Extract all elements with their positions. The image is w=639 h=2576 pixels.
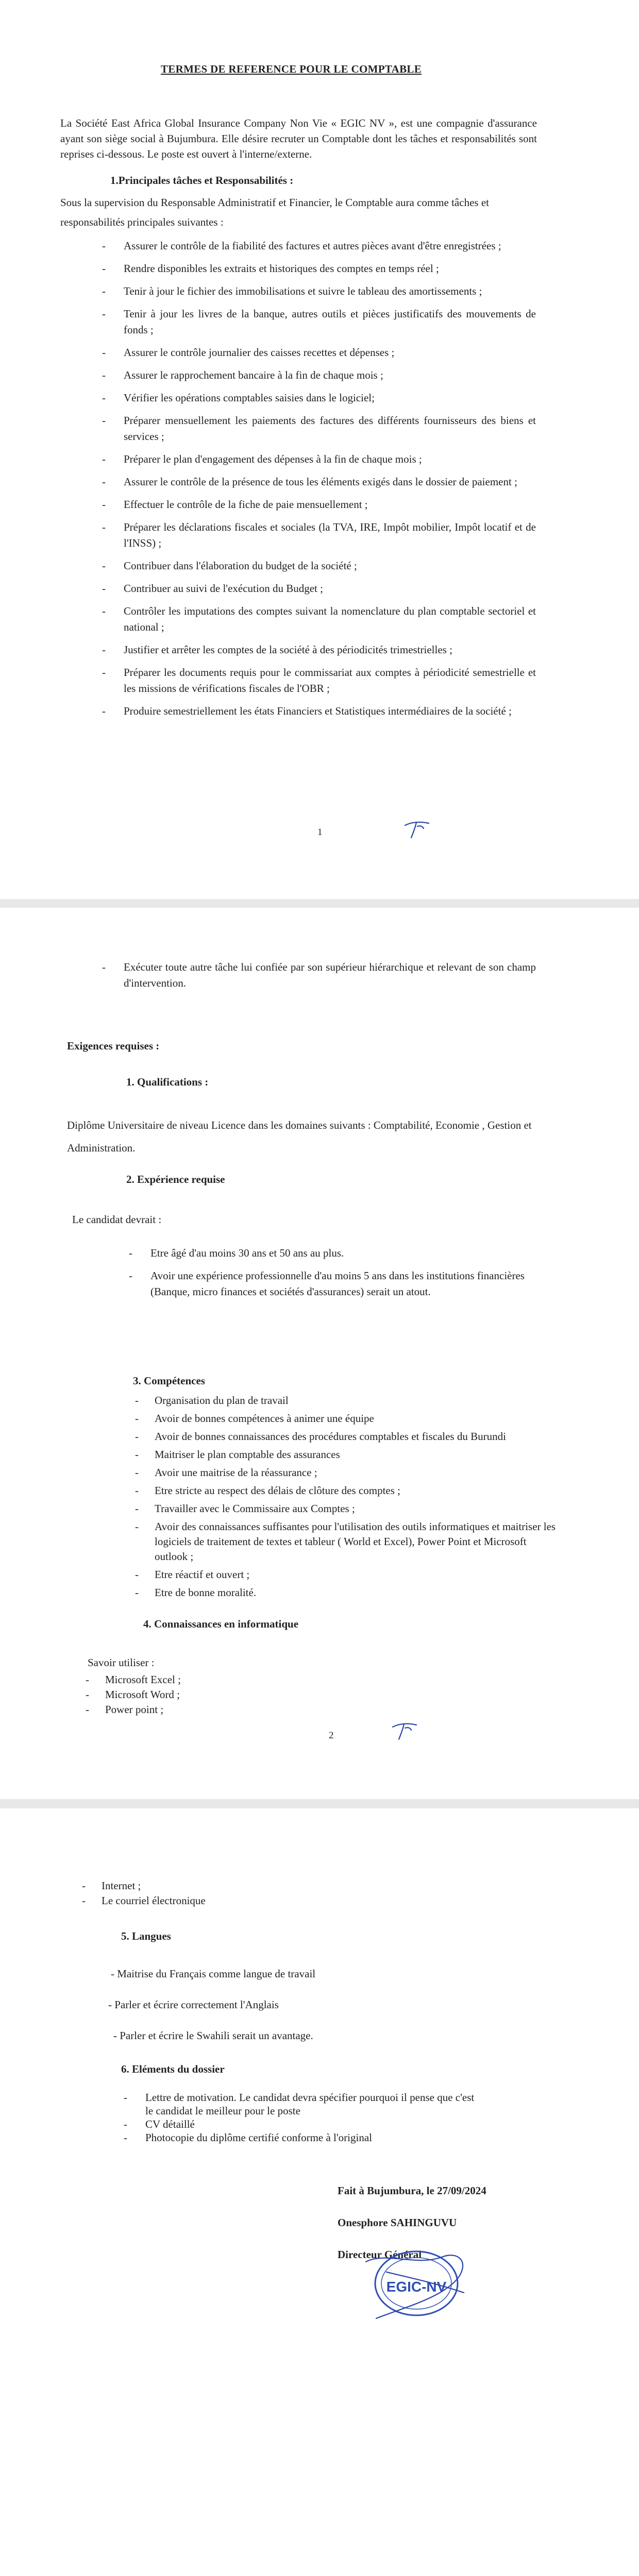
experience-intro: Le candidat devrait : <box>72 1213 162 1226</box>
signatory-title: Directeur Général <box>338 2248 422 2261</box>
section-1-intro: Sous la supervision du Responsable Administratif et Financier, le Comptable aura comme tâches et responsabilités principales suivantes : <box>60 196 489 228</box>
handwritten-initials <box>402 819 433 840</box>
list-item: - Avoir des connaissances suffisantes pour l'utilisation des outils informatiques et maitriser les logiciels de traitement de textes et tableur ( World et Excel), Power Point et Microsoft outlook ; <box>155 1519 557 1564</box>
list-item: - Contrôler les imputations des comptes suivant la nomenclature du plan comptable sectoriel et national ; <box>124 603 536 635</box>
signatory-name: Onesphore SAHINGUVU <box>338 2216 457 2229</box>
it-skills-title: 4. Connaissances en informatique <box>143 1618 299 1630</box>
list-item: - Lettre de motivation. Le candidat devra spécifier pourquoi il pense que c'est le candidat le meilleur pour le poste <box>145 2091 475 2117</box>
list-item: - Contribuer dans l'élaboration du budget de la société ; <box>124 558 536 574</box>
list-item: - Etre âgé d'au moins 30 ans et 50 ans au plus. <box>150 1245 542 1261</box>
language-item: - Maitrise du Français comme langue de travail <box>111 1968 316 1980</box>
document-title: TERMES DE REFERENCE POUR LE COMPTABLE <box>161 63 422 75</box>
qualifications-title: 1. Qualifications : <box>126 1076 209 1088</box>
qualifications-text: Diplôme Universitaire de niveau Licence dans les domaines suivants : Comptabilité, Economie , Gestion et Administration. <box>67 1119 532 1154</box>
it-skills-list-continued <box>102 1878 359 1908</box>
tasks-list <box>124 238 536 726</box>
list-item: - Photocopie du diplôme certifié conforme à l'original <box>145 2131 475 2144</box>
competences-list <box>155 1393 557 1603</box>
list-item: - Exécuter toute autre tâche lui confiée par son supérieur hiérarchique et relevant de son champ d'intervention. <box>124 959 536 991</box>
list-item: - Power point ; <box>105 1702 363 1717</box>
list-item: - Microsoft Excel ; <box>105 1672 363 1687</box>
list-item: - Préparer les documents requis pour le commissariat aux comptes à périodicité semestrielle et les missions de vérifications fiscales de l'OBR ; <box>124 665 536 697</box>
list-item: - Vérifier les opérations comptables saisies dans le logiciel; <box>124 390 536 406</box>
list-item: - Etre stricte au respect des délais de clôture des comptes ; <box>155 1483 557 1498</box>
competences-title: 3. Compétences <box>133 1375 205 1387</box>
list-item: - Effectuer le contrôle de la fiche de paie mensuellement ; <box>124 497 536 513</box>
page-number: 1 <box>317 827 323 838</box>
list-item: - Rendre disponibles les extraits et historiques des comptes en temps réel ; <box>124 261 536 277</box>
list-item: - Produire semestriellement les états Financiers et Statistiques intermédiaires de la société ; <box>124 703 536 719</box>
languages-title: 5. Langues <box>121 1930 171 1942</box>
list-item: - Contribuer au suivi de l'exécution du Budget ; <box>124 581 536 597</box>
list-item: - Avoir une maitrise de la réassurance ; <box>155 1465 557 1480</box>
list-item: - Tenir à jour les livres de la banque, autres outils et pièces justificatifs des mouvements de fonds ; <box>124 306 536 338</box>
handwritten-initials <box>390 1721 421 1741</box>
experience-list <box>150 1245 542 1307</box>
tasks-list-continued <box>124 959 536 998</box>
it-skills-intro: Savoir utiliser : <box>88 1656 155 1669</box>
company-stamp <box>356 2241 484 2334</box>
list-item: - Organisation du plan de travail <box>155 1393 557 1408</box>
list-item: - Avoir une expérience professionnelle d'au moins 5 ans dans les institutions financières (Banque, micro finances et sociétés d'assurances) serait un atout. <box>150 1268 542 1300</box>
dossier-list <box>145 2091 475 2144</box>
list-item: - Tenir à jour le fichier des immobilisations et suivre le tableau des amortissements ; <box>124 283 536 299</box>
language-item: - Parler et écrire le Swahili serait un avantage. <box>113 2029 313 2042</box>
list-item: - Etre réactif et ouvert ; <box>155 1567 557 1582</box>
list-item: - Maitriser le plan comptable des assurances <box>155 1447 557 1462</box>
page-number: 2 <box>329 1730 334 1741</box>
list-item: - Avoir de bonnes compétences à animer une équipe <box>155 1411 557 1426</box>
list-item: - Le courriel électronique <box>102 1893 359 1908</box>
list-item: - Assurer le rapprochement bancaire à la fin de chaque mois ; <box>124 367 536 383</box>
document-page-3 <box>0 1808 639 2576</box>
list-item: - Etre de bonne moralité. <box>155 1585 557 1600</box>
list-item: - Assurer le contrôle de la fiabilité des factures et autres pièces avant d'être enregistrées ; <box>124 238 536 254</box>
list-item: - Microsoft Word ; <box>105 1687 363 1702</box>
intro-paragraph: La Société East Africa Global Insurance Company Non Vie « EGIC NV », est une compagnie d'assurance ayant son siège social à Bujumbura. Elle désire recruter un Comptable dont les tâches et responsabilités sont reprises ci-dessous. Le poste est ouvert à l'interne/externe. <box>60 117 537 160</box>
language-item: - Parler et écrire correctement l'Anglais <box>108 1998 279 2011</box>
section-1-title: 1.Principales tâches et Responsabilités : <box>110 174 294 187</box>
list-item: - Préparer mensuellement les paiements des factures des différents fournisseurs des biens et services ; <box>124 413 536 445</box>
requirements-title: Exigences requises : <box>67 1040 160 1052</box>
list-item: - Préparer les déclarations fiscales et sociales (la TVA, IRE, Impôt mobilier, Impôt locatif et de l'INSS) ; <box>124 519 536 551</box>
experience-title: 2. Expérience requise <box>126 1173 225 1185</box>
list-item: - Avoir de bonnes connaissances des procédures comptables et fiscales du Burundi <box>155 1429 557 1444</box>
list-item: - Assurer le contrôle de la présence de tous les éléments exigés dans le dossier de paiement ; <box>124 474 536 490</box>
list-item: - Travailler avec le Commissaire aux Comptes ; <box>155 1501 557 1516</box>
list-item: - Assurer le contrôle journalier des caisses recettes et dépenses ; <box>124 345 536 361</box>
list-item: - CV détaillé <box>145 2117 475 2131</box>
dossier-title: 6. Eléments du dossier <box>121 2063 225 2075</box>
stamp-text: EGIC-NV <box>386 2279 447 2295</box>
document-page-1 <box>0 0 639 899</box>
list-item: - Internet ; <box>102 1878 359 1893</box>
place-date: Fait à Bujumbura, le 27/09/2024 <box>338 2184 486 2197</box>
list-item: - Justifier et arrêter les comptes de la société à des périodicités trimestrielles ; <box>124 642 536 658</box>
list-item: - Préparer le plan d'engagement des dépenses à la fin de chaque mois ; <box>124 451 536 467</box>
it-skills-list <box>105 1672 363 1717</box>
document-page-2 <box>0 908 639 1799</box>
